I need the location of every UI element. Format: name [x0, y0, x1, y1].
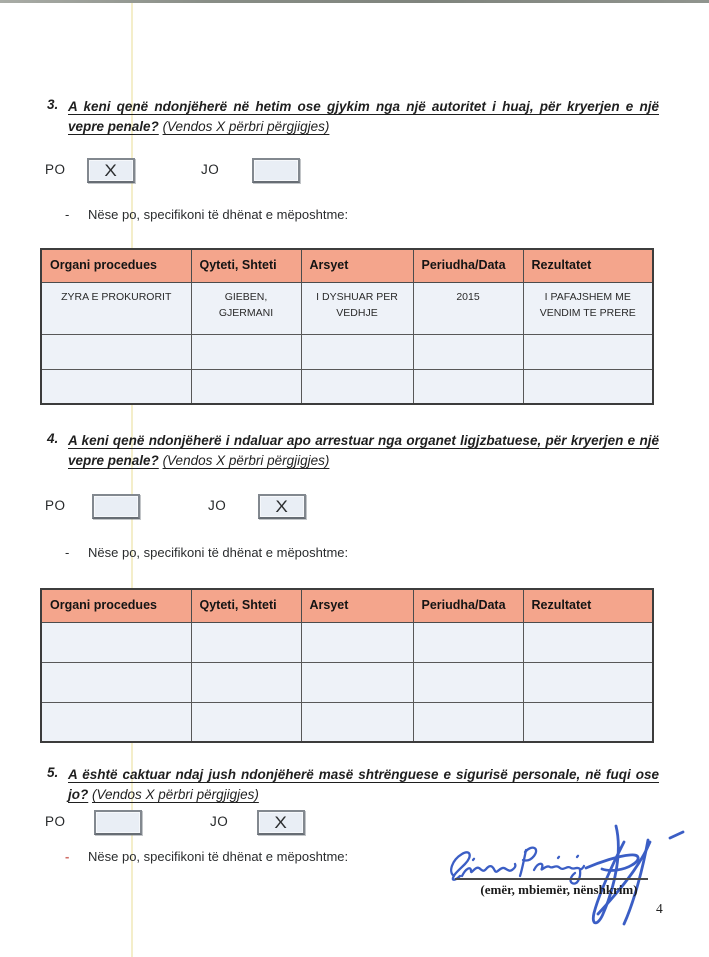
table-cell: [191, 662, 301, 702]
table-cell: [41, 334, 191, 369]
column-header: Arsyet: [301, 589, 413, 622]
table-question-4: [40, 588, 654, 743]
jo-checkbox[interactable]: [257, 810, 305, 835]
po-checkbox[interactable]: [87, 158, 135, 183]
table-row: [41, 622, 653, 662]
signature-line: [455, 878, 648, 880]
followup-text: Nëse po, specifikoni të dhënat e mëposhtme:: [88, 207, 349, 222]
question-4-hint: (Vendos X përbri përgjigjes): [162, 452, 330, 468]
table-cell: [301, 622, 413, 662]
column-header: Organi procedues: [41, 249, 191, 282]
table-cell: [413, 369, 523, 404]
table-cell: [41, 369, 191, 404]
question-5-text: A është caktuar ndaj jush ndonjëherë masë shtrënguese e sigurisë personale, në fuqi ose jo?: [68, 767, 659, 802]
table-cell: I PAFAJSHEM ME VENDIM TE PRERE: [523, 282, 653, 334]
jo-label: JO: [208, 498, 227, 513]
dash-bullet: -: [65, 207, 70, 222]
question-4-text: A keni qenë ndonjëherë i ndaluar apo arrestuar nga organet ligjzbatuese, për kryerjen e një vepre penale?: [68, 433, 659, 468]
jo-checkbox[interactable]: [252, 158, 300, 183]
followup-text: Nëse po, specifikoni të dhënat e mëposhtme:: [88, 849, 349, 864]
table-cell: ZYRA E PROKURORIT: [41, 282, 191, 334]
table-cell: 2015: [413, 282, 523, 334]
po-checkbox[interactable]: [94, 810, 142, 835]
table-cell: [301, 369, 413, 404]
jo-label: JO: [210, 814, 229, 829]
question-4-heading: [47, 431, 659, 470]
table-cell: [191, 622, 301, 662]
table-cell: [191, 334, 301, 369]
dash-bullet: -: [65, 545, 70, 560]
table-cell: [523, 662, 653, 702]
question-5-text-wrap: [68, 765, 659, 804]
question-3-number: 3.: [47, 97, 59, 112]
question-3-hint: (Vendos X përbri përgjigjes): [162, 118, 330, 134]
dash-bullet: -: [65, 849, 70, 864]
scan-top-edge: [0, 0, 709, 3]
table-row: [41, 702, 653, 742]
column-header: Periudha/Data: [413, 249, 523, 282]
po-checkbox[interactable]: [92, 494, 140, 519]
table-cell: [413, 662, 523, 702]
table-row: [41, 369, 653, 404]
column-header: Arsyet: [301, 249, 413, 282]
question-4-text-wrap: [68, 431, 659, 470]
table-row: [41, 282, 653, 334]
table-row: [41, 662, 653, 702]
question-4-number: 4.: [47, 431, 59, 446]
table-cell: [413, 702, 523, 742]
question-3-text: A keni qenë ndonjëherë në hetim ose gjykim nga një autoritet i huaj, për kryerjen e një vepre penale?: [68, 99, 659, 134]
question-3-heading: [47, 97, 659, 136]
table-cell: [41, 662, 191, 702]
jo-label: JO: [201, 162, 220, 177]
table-cell: [191, 702, 301, 742]
table-cell: GIEBEN, GJERMANI: [191, 282, 301, 334]
column-header: Qyteti, Shteti: [191, 589, 301, 622]
table-cell: [523, 334, 653, 369]
table-question-3: [40, 248, 654, 405]
page-number: 4: [656, 901, 663, 916]
x-mark: X: [104, 161, 118, 180]
x-mark: X: [275, 497, 289, 516]
po-label: PO: [45, 814, 66, 829]
jo-checkbox[interactable]: [258, 494, 306, 519]
table-cell: [523, 622, 653, 662]
table-cell: [301, 702, 413, 742]
question-4-answers: [0, 494, 709, 524]
question-5-heading: [47, 765, 659, 804]
table-cell: I DYSHUAR PER VEDHJE: [301, 282, 413, 334]
signature-caption: (emër, mbiemër, nënshkrim): [480, 882, 638, 897]
column-header: Rezultatet: [523, 249, 653, 282]
question-5-number: 5.: [47, 765, 59, 780]
column-header: Qyteti, Shteti: [191, 249, 301, 282]
table-cell: [523, 369, 653, 404]
po-label: PO: [45, 162, 66, 177]
column-header: Rezultatet: [523, 589, 653, 622]
table-cell: [41, 622, 191, 662]
followup-text: Nëse po, specifikoni të dhënat e mëposhtme:: [88, 545, 349, 560]
table-cell: [301, 334, 413, 369]
question-3-answers: [0, 158, 709, 188]
table-cell: [41, 702, 191, 742]
table-header-row: [41, 589, 653, 622]
table-cell: [413, 334, 523, 369]
question-5-hint: (Vendos X përbri përgjigjes): [92, 786, 259, 802]
x-mark: X: [274, 813, 288, 832]
question-3-text-wrap: [68, 97, 659, 136]
table-cell: [301, 662, 413, 702]
table-row: [41, 334, 653, 369]
table-cell: [413, 622, 523, 662]
column-header: Organi procedues: [41, 589, 191, 622]
table-cell: [523, 702, 653, 742]
table-header-row: [41, 249, 653, 282]
column-header: Periudha/Data: [413, 589, 523, 622]
po-label: PO: [45, 498, 66, 513]
table-cell: [191, 369, 301, 404]
